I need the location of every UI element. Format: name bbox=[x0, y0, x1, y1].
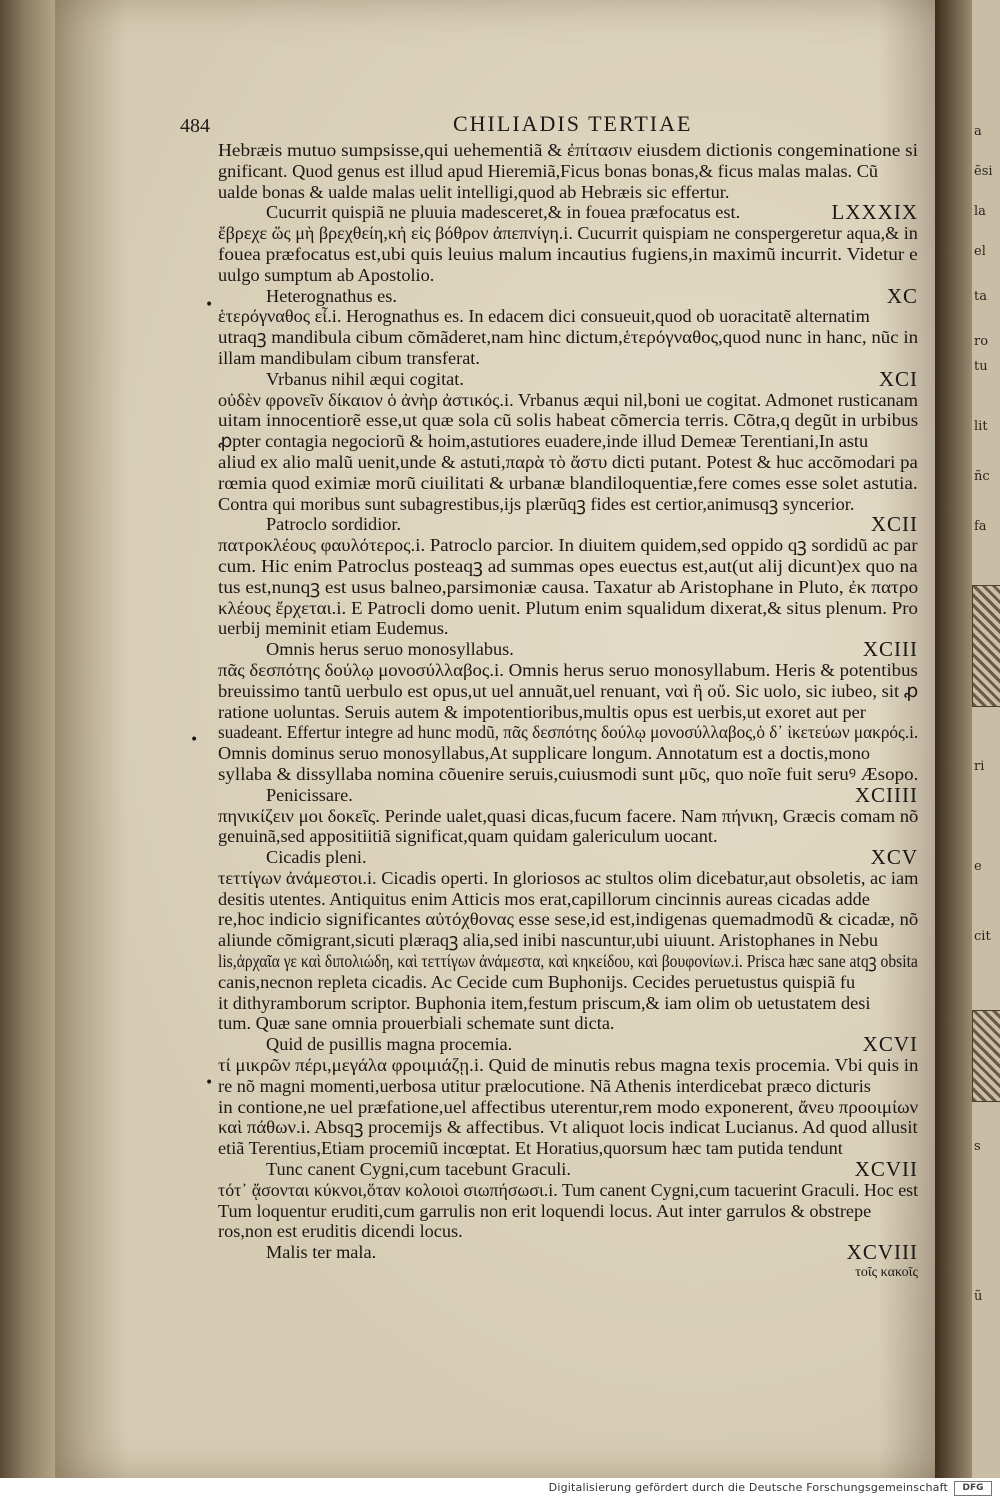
line-text: tum. Quæ sane omnia prouerbiali schemate sunt dicta. bbox=[218, 1013, 615, 1034]
line-text: utraqꝫ mandibula cibum cõmãderet,nam hinc dictum,ἑτερόγναθος,quod nunc in hanc, nũc in bbox=[218, 327, 919, 348]
line-text: desitis utentes. Antiquitus enim Atticis mos erat,capillorum cincinnis aureas cicadas adde bbox=[218, 888, 870, 909]
adage-title: Vrbanus nihil æqui cogitat. bbox=[266, 368, 464, 389]
margin-fragment: ũ bbox=[974, 1289, 983, 1304]
text-line bbox=[218, 1221, 918, 1242]
line-text: ros,non est eruditis dicendi locus. bbox=[218, 1221, 463, 1242]
text-line bbox=[218, 1097, 918, 1118]
adage-heading bbox=[218, 366, 918, 391]
line-text: Hebræis mutuo sumpsisse,qui uehementiã & ἐπίτασιν eiusdem dictionis congeminatione si bbox=[218, 140, 918, 160]
margin-fragment: lit bbox=[974, 419, 988, 434]
margin-fragment: ñc bbox=[974, 469, 990, 484]
line-text: ἔβρεχε ὥς μὴ βρεχθείη,κἠ εἰς βόθρον ἀπεπνίγη.i. Cucurrit quispiam ne conspergeretur aqua,& in bbox=[218, 223, 918, 244]
adage-heading bbox=[218, 1242, 918, 1263]
margin-dot: • bbox=[205, 1075, 214, 1091]
adage-title: Cicadis pleni. bbox=[266, 847, 367, 868]
line-text: οὐδὲν φρονεῖν δίκαιον ὁ ἀνὴρ ἀστικός.i. Vrbanus æqui nil,boni ue cogitat. Admonet rusticanam bbox=[218, 389, 919, 410]
line-text: re,hoc indicio significantes αὐτόχθονας esse sese,id est,indigenas quemadmodũ & cicadæ, nõ bbox=[218, 909, 919, 930]
adage-number: XCIII bbox=[862, 637, 918, 662]
adage-heading bbox=[218, 202, 918, 223]
text-line bbox=[218, 473, 918, 494]
page-header bbox=[180, 111, 920, 137]
margin-fragment: el bbox=[974, 244, 986, 259]
adage-number: XCII bbox=[870, 512, 918, 537]
page-gutter bbox=[935, 0, 975, 1480]
line-text: uitam innocentiorẽ esse,ut quæ sola cũ solis habeat cõmercia terris. Cõtra,q degũt in urbibus bbox=[218, 410, 919, 431]
adage-number: XCVIII bbox=[846, 1240, 918, 1265]
line-text: genuinã,sed appositiitiã significat,quam quidam galericulum uocant. bbox=[218, 826, 718, 847]
text-line bbox=[218, 390, 918, 411]
line-text: ꝓpter contagia negociorũ & hoim,astutiores euadere,inde illud Demeæ Terentiani,In astu bbox=[218, 431, 869, 452]
text-line bbox=[218, 223, 918, 244]
margin-dot: • bbox=[190, 732, 199, 748]
ornament-fragment bbox=[972, 585, 1000, 707]
margin-fragment: cit bbox=[974, 929, 991, 944]
line-text: καὶ πάθων.i. Absqꝫ procemijs & affectibus. Vt aliquot locis indicat Lucianus. Ad quod allusit bbox=[218, 1117, 918, 1138]
adage-number: XCIIII bbox=[854, 782, 918, 807]
adage-title: Penicissare. bbox=[266, 784, 353, 805]
ornament-fragment bbox=[972, 1010, 1000, 1102]
text-line bbox=[218, 1076, 918, 1097]
adage-number: XCV bbox=[870, 845, 918, 870]
margin-fragment: a bbox=[974, 124, 982, 139]
text-line bbox=[218, 556, 918, 577]
line-text: tus est,nunqꝫ est usus balneo,parsimoniæ causa. Taxatur ab Aristophane in Pluto, ἐκ πατρο bbox=[218, 576, 919, 597]
adage-number: XCI bbox=[878, 366, 918, 391]
adage-title: Patroclo sordidior. bbox=[266, 514, 402, 535]
adage-number: LXXXIX bbox=[831, 200, 918, 225]
line-text: ratione uoluntas. Seruis autem & impotentioribus,multis opus est uerbis,ut exoret aut per bbox=[218, 701, 866, 722]
adage-title: Heterognathus es. bbox=[266, 285, 397, 306]
text-line bbox=[218, 806, 918, 827]
text-line bbox=[218, 702, 918, 723]
line-text: aliud ex alio malũ uenit,unde & astuti,παρὰ τὸ ἄστυ dicti putant. Potest & huc accõmodari pa bbox=[218, 451, 918, 472]
margin-fragment: tu bbox=[974, 359, 988, 374]
text-line bbox=[218, 660, 918, 681]
adage-heading bbox=[218, 514, 918, 535]
text-line bbox=[218, 452, 918, 473]
running-head: CHILIADIS TERTIAE bbox=[453, 111, 693, 136]
margin-fragment: ro bbox=[974, 334, 989, 349]
adage-number: XC bbox=[886, 283, 918, 308]
text-line bbox=[218, 764, 918, 785]
line-text: illam mandibulam cibum transferat. bbox=[218, 347, 480, 368]
text-line bbox=[218, 494, 918, 515]
adage-title: Malis ter mala. bbox=[266, 1242, 377, 1263]
line-text: cum. Hic enim Patroclus posteaqꝫ ad summas opes euectus est,aut(ut alij dicunt)ex quo na bbox=[218, 555, 918, 576]
text-line bbox=[218, 951, 918, 972]
line-text: breuissimo tantũ uerbulo est opus,ut uel annuãt,uel renuant, ναὶ ἢ οὔ. Sic uolo, sic iubeo, sit ꝓ bbox=[218, 680, 919, 701]
margin-dot: • bbox=[205, 297, 214, 313]
text-line bbox=[218, 327, 918, 348]
line-text: τότ᾽ ᾄσονται κύκνοι,ὅταν κολοιοὶ σιωπήσωσι.i. Tum canent Cygni,cum tacuerint Graculi. Hoc est bbox=[218, 1179, 919, 1200]
line-text: πατροκλέους φαυλότερος.i. Patroclo parcior. In diuitem quidem,sed oppido qꝫ sordidũ ac par bbox=[218, 535, 918, 556]
margin-fragment: fa bbox=[974, 519, 987, 534]
line-text: in contione,ne uel præfatione,uel affectibus uterentur,rem modo exponerent, ἄνευ προοιμίων bbox=[218, 1096, 919, 1117]
margin-fragment: la bbox=[974, 204, 986, 219]
binding-shadow bbox=[0, 0, 60, 1497]
text-line bbox=[218, 598, 918, 619]
line-text: lis,ἀρχαῖα γε καὶ διπολιώδη, καὶ τεττίγων ἀνάμεστα, καὶ κηκείδου, καὶ βουφονίων.i. Prisca hæc sane atqꝫ obsita bbox=[218, 951, 918, 972]
line-text: τί μικρῶν πέρι,μεγάλα φροιμιάζῃ.i. Quid de minutis rebus magna texis procemia. Vbi quis in bbox=[218, 1055, 919, 1076]
adage-number: XCVI bbox=[862, 1032, 918, 1057]
text-line bbox=[218, 722, 918, 743]
text-line bbox=[218, 618, 918, 639]
next-page-edge bbox=[972, 0, 1000, 1480]
margin-fragment: ri bbox=[974, 759, 985, 774]
text-line bbox=[218, 889, 918, 910]
line-text: suadeant. Effertur integre ad hunc modũ, πᾶς δεσπότης δούλῳ μονοσύλλαβος,ὁ δ᾽ ἱκετεύων μακρός.i. bbox=[218, 722, 919, 743]
funding-credit: Digitalisierung gefördert durch die Deutsche Forschungsgemeinschaft bbox=[548, 1481, 948, 1494]
line-text: it dithyramborum scriptor. Buphonia item,festum priscum,& iam olim ob uetustatem desi bbox=[218, 992, 871, 1013]
line-text: uerbij meminit etiam Eudemus. bbox=[218, 618, 449, 639]
line-text: etiã Terentius,Etiam procemiũ incœptat. Et Horatius,quorsum hæc tam putida tendunt bbox=[218, 1138, 843, 1159]
line-text: τεττίγων ἀνάμεστοι.i. Cicadis operti. In gloriosos ac stultos olim dicebatur,aut obsoletis, ac iam bbox=[218, 867, 919, 888]
footer-bar bbox=[0, 1478, 1000, 1497]
line-text: Tum loquentur eruditi,cum garrulis non erit loquendi locus. Aut inter garrulos & obstrepe bbox=[218, 1200, 872, 1221]
line-text: πηνικίζειν μοι δοκεῖς. Perinde ualet,quasi dicas,fucum facere. Nam πήνικη, Græcis comam nõ bbox=[218, 805, 919, 826]
line-text: κλέους ἔρχεται.i. E Patrocli domo uenit. Plutum enim squalidum dixerat,& situs plenum. Pro bbox=[218, 597, 918, 618]
line-text: πᾶς δεσπότης δούλῳ μονοσύλλαβος.i. Omnis herus seruo monosyllabum. Heris & potentibus bbox=[218, 659, 918, 680]
line-text: gnificant. Quod genus est illud apud Hieremiã,Ficus bonas bonas,& ficus malas malas. Cũ bbox=[218, 160, 879, 181]
text-line bbox=[218, 826, 918, 847]
line-text: ἑτερόγναθος εἶ.i. Herognathus es. In edacem dici consueuit,quod ob uoracitatẽ alternatim bbox=[218, 306, 870, 327]
catchword: τοῖς κακοῖς bbox=[855, 1265, 918, 1281]
text-line bbox=[218, 535, 918, 556]
adage-heading bbox=[218, 639, 918, 660]
line-text: Omnis dominus seruo monosyllabus,At supplicare longum. Annotatum est a doctis,mono bbox=[218, 743, 870, 764]
margin-fragment: ta bbox=[974, 289, 987, 304]
adage-title: Cucurrit quispiã ne pluuia madesceret,& in fouea præfocatus est. bbox=[266, 202, 741, 223]
text-line bbox=[218, 1180, 918, 1201]
text-line bbox=[218, 1117, 918, 1138]
adage-title: Quid de pusillis magna procemia. bbox=[266, 1034, 513, 1055]
margin-fragment: e bbox=[974, 859, 982, 874]
text-line bbox=[218, 161, 918, 182]
text-line bbox=[218, 681, 918, 702]
adage-heading bbox=[218, 1034, 918, 1055]
page-number: 484 bbox=[180, 115, 210, 137]
line-text: rœmia quod eximiæ morũ ciuilitati & urbanæ blandiloquentiæ,fere comes esse solet astutia. bbox=[218, 472, 918, 493]
margin-fragment: ẽsi bbox=[974, 164, 993, 179]
text-line bbox=[218, 306, 918, 327]
text-line bbox=[218, 577, 918, 598]
text-line bbox=[218, 431, 918, 452]
text-line bbox=[218, 410, 918, 431]
text-line bbox=[218, 1013, 918, 1034]
adage-title: Tunc canent Cygni,cum tacebunt Graculi. bbox=[266, 1159, 571, 1180]
text-line bbox=[218, 930, 918, 951]
text-line bbox=[218, 1138, 918, 1159]
text-line bbox=[218, 1055, 918, 1076]
text-line bbox=[218, 868, 918, 889]
line-text: canis,necnon repleta cicadis. Ac Cecide cum Buphonijs. Cecides peruetustus quispiã fu bbox=[218, 971, 856, 992]
text-line bbox=[218, 140, 918, 161]
adage-number: XCVII bbox=[854, 1157, 918, 1182]
text-line bbox=[218, 909, 918, 930]
adage-heading bbox=[218, 283, 918, 308]
line-text: syllaba & dissyllaba nomina cõuenire seruis,cuiusmodi sunt μῦς, quo noĩe fuit seruꝰ Æsopo. bbox=[218, 763, 919, 784]
line-text: uulgo sumptum ab Apostolio. bbox=[218, 264, 435, 285]
line-text: ualde bonas & ualde malas uelit intelligi,quod ab Hebræis sic effertur. bbox=[218, 181, 730, 202]
adage-heading bbox=[218, 1159, 918, 1180]
text-line bbox=[218, 1201, 918, 1222]
adage-title: Omnis herus seruo monosyllabus. bbox=[266, 639, 514, 660]
line-text: aliunde cõmigrant,sicuti plæraqꝫ alia,sed inibi nascuntur,ubi uiuunt. Aristophanes in Nebu bbox=[218, 930, 879, 951]
adagia-text bbox=[218, 140, 918, 1284]
margin-fragment: s bbox=[974, 1139, 981, 1154]
text-line bbox=[218, 182, 918, 203]
text-line bbox=[218, 743, 918, 764]
line-text: re nõ magni momenti,uerbosa utitur prælocutione. Nã Athenis interdicebat præco dicturis bbox=[218, 1075, 871, 1096]
dfg-logo: DFG bbox=[954, 1481, 992, 1496]
text-line bbox=[218, 244, 918, 265]
adage-heading bbox=[218, 782, 918, 807]
text-line bbox=[218, 265, 918, 286]
line-text: fouea præfocatus est,ubi quis leuius malum incautius fugiens,in maximũ incurrit. Videtur e bbox=[218, 243, 918, 264]
text-line bbox=[218, 993, 918, 1014]
adage-heading bbox=[218, 847, 918, 868]
text-line bbox=[218, 972, 918, 993]
line-text: Contra qui moribus sunt subagrestibus,ijs plærũqꝫ fides est certior,animusqꝫ syncerior. bbox=[218, 493, 855, 514]
text-line bbox=[218, 348, 918, 369]
